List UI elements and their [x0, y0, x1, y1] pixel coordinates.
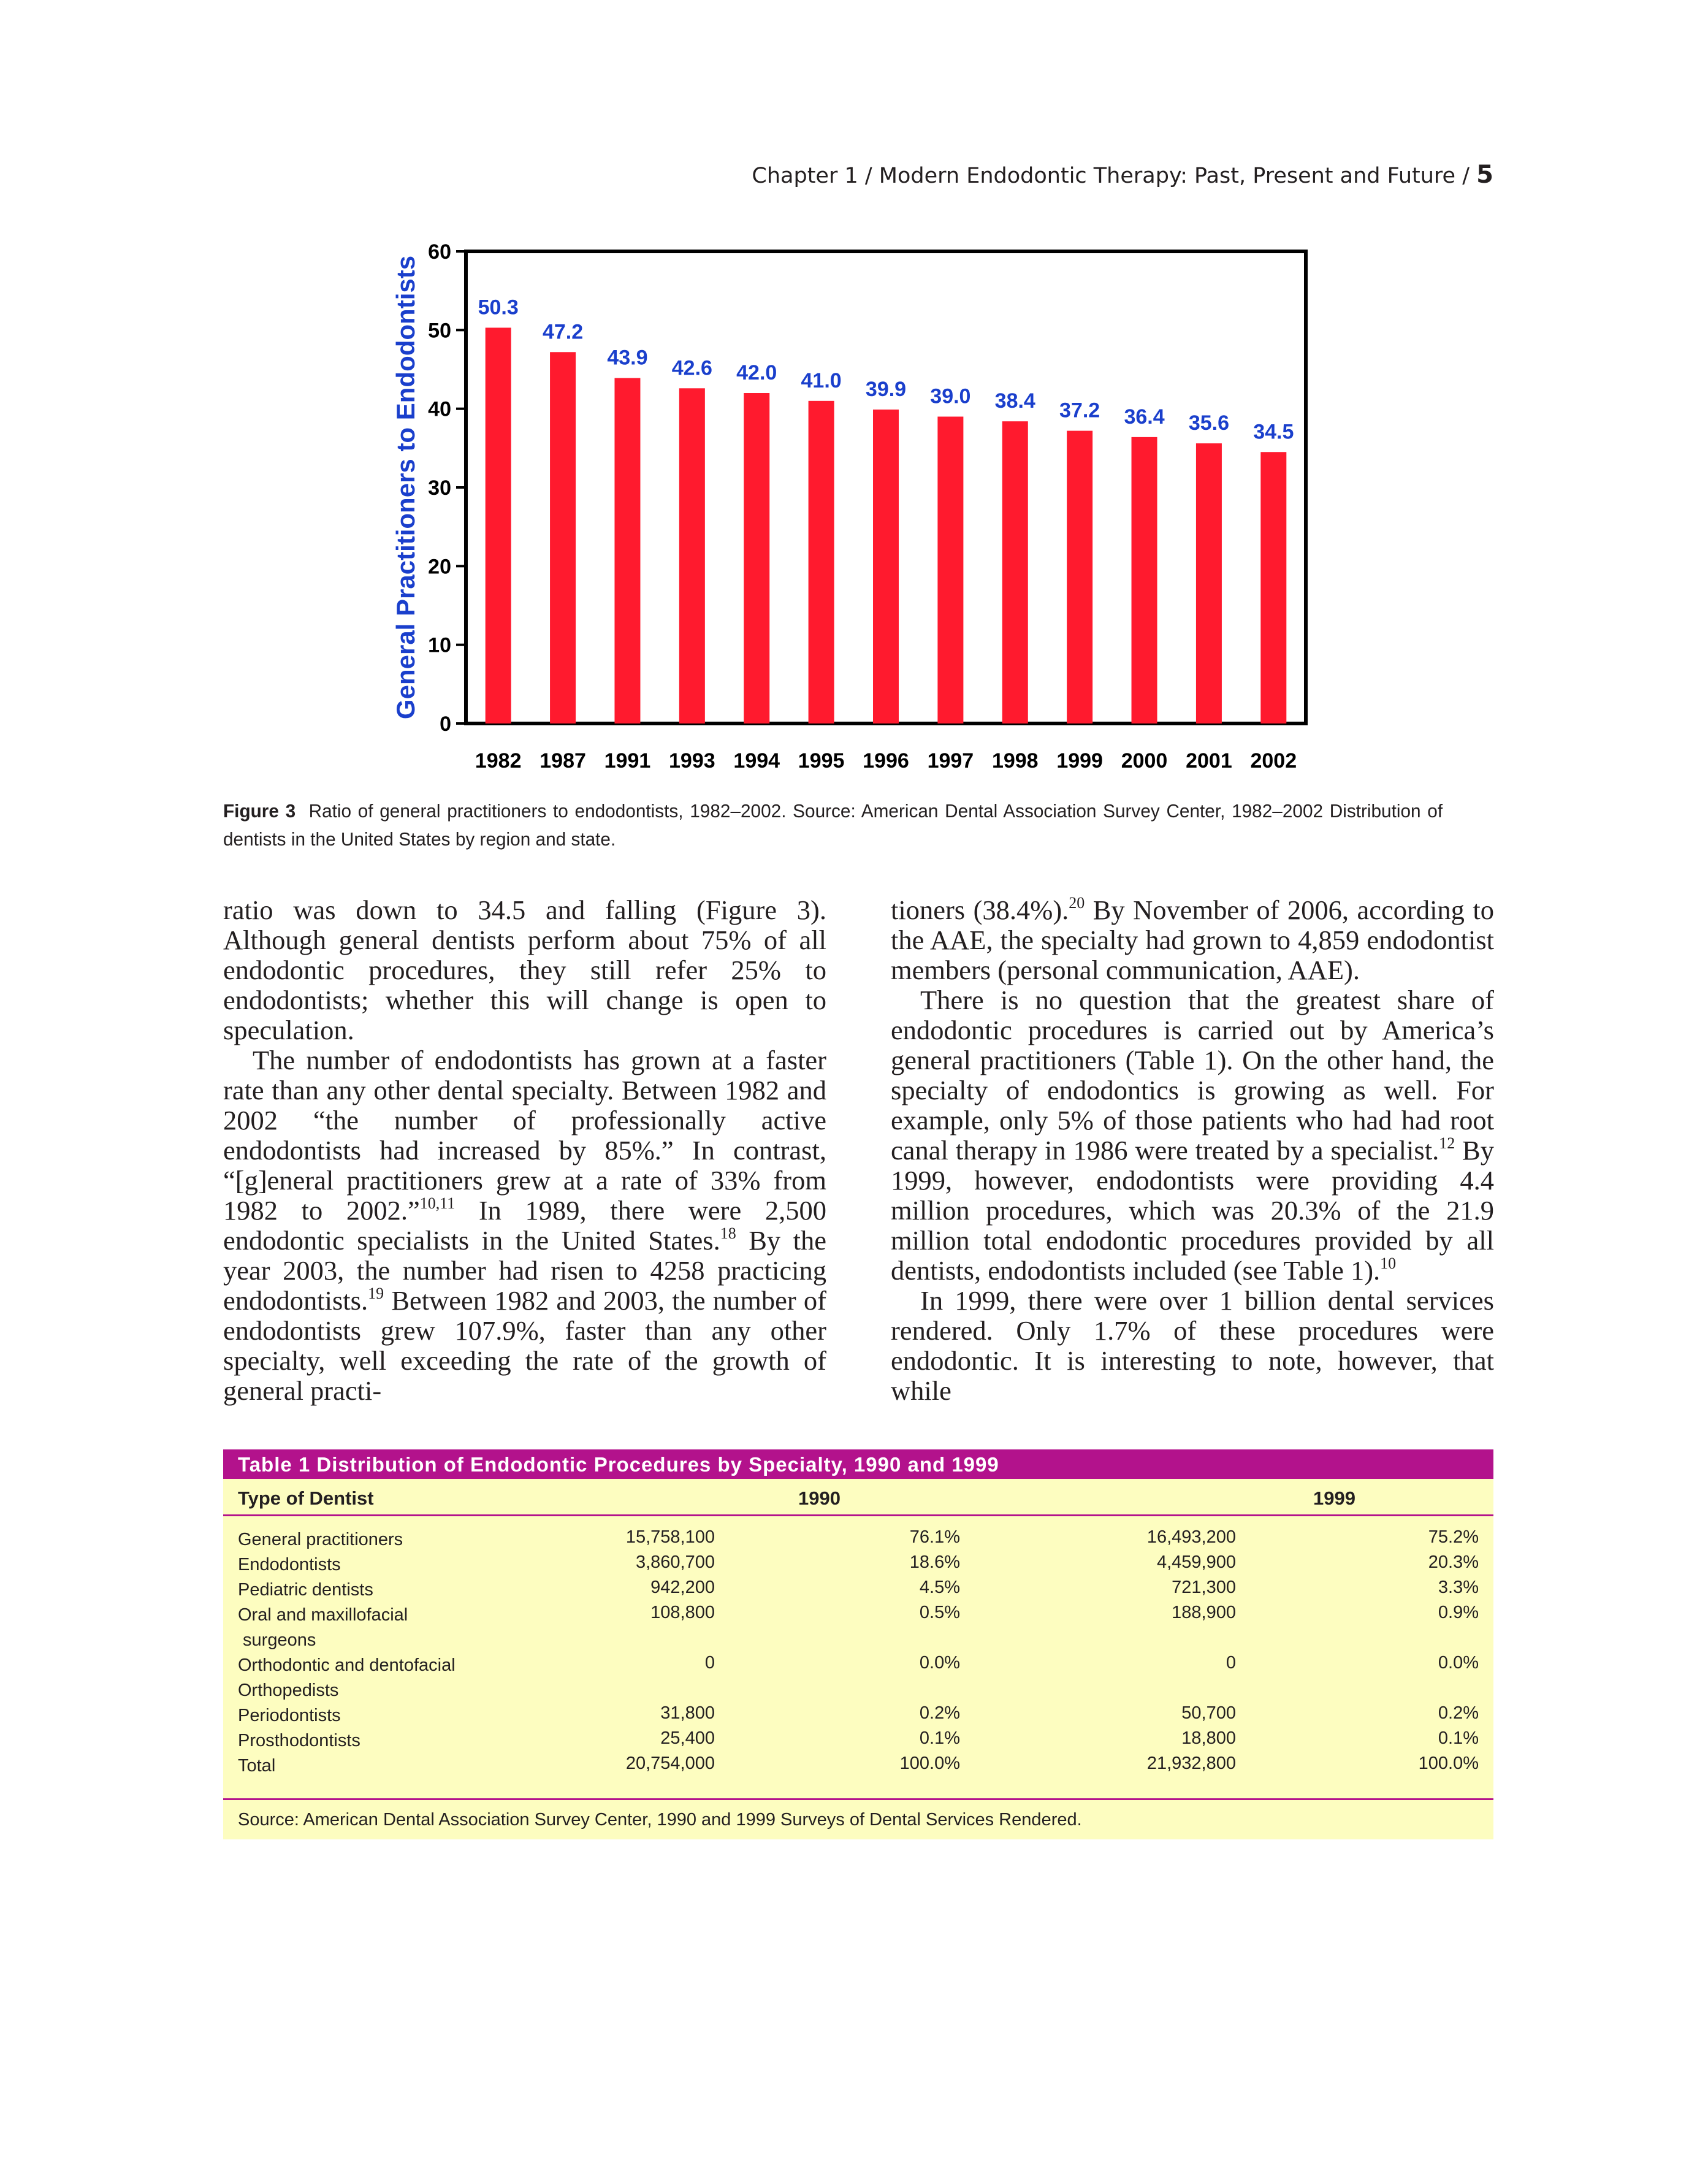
cell-count-1999: 0: [1226, 1653, 1236, 1673]
cell-count-1999: 21,932,800: [1146, 1754, 1236, 1773]
y-tick-label: 0: [440, 712, 451, 736]
table-1: [223, 1449, 1493, 1839]
cell-count-1999: 16,493,200: [1146, 1527, 1236, 1547]
data-label-2000: 36.4: [1124, 405, 1165, 429]
data-label-2001: 35.6: [1188, 411, 1230, 435]
body-column-right: [891, 895, 1494, 1406]
y-tick-label: 60: [428, 240, 451, 264]
header-year-1999: 1999: [1313, 1487, 1355, 1509]
cell-percent-1999: 3.3%: [1438, 1578, 1479, 1597]
bar-1993: [679, 388, 705, 723]
x-tick-label-1997: 1997: [927, 749, 974, 773]
cell-count-1990: 3,860,700: [635, 1552, 715, 1572]
y-tick-label: 50: [428, 319, 451, 343]
cell-count-1999: 188,900: [1172, 1603, 1236, 1622]
cell-count-1999: 721,300: [1172, 1578, 1236, 1597]
x-tick-label-1994: 1994: [733, 749, 780, 773]
cell-percent-1990: 100.0%: [899, 1754, 960, 1773]
x-tick-label-1991: 1991: [604, 749, 651, 773]
cell-percent-1990: 0.5%: [919, 1603, 960, 1622]
cell-percent-1999: 20.3%: [1428, 1552, 1479, 1572]
data-label-1994: 42.0: [736, 361, 777, 384]
data-label-1996: 39.9: [865, 377, 907, 401]
cell-type-of-dentist: Pediatric dentists: [238, 1580, 373, 1600]
table-header-row: [223, 1479, 1493, 1516]
x-tick-label-2001: 2001: [1186, 749, 1232, 773]
figure-caption: [223, 797, 1443, 853]
table-body: [223, 1516, 1493, 1798]
x-tick-label-1982: 1982: [475, 749, 522, 773]
body-column-left: [223, 895, 826, 1406]
cell-percent-1999: 0.1%: [1438, 1728, 1479, 1748]
cell-count-1990: 0: [704, 1653, 715, 1673]
citation-superscript: 20: [1069, 894, 1085, 912]
y-tick-label: 40: [428, 397, 451, 421]
citation-superscript: 10: [1380, 1254, 1397, 1272]
data-label-1991: 43.9: [607, 346, 648, 370]
cell-count-1990: 20,754,000: [625, 1754, 715, 1773]
x-tick-label-2000: 2000: [1121, 749, 1168, 773]
right-paragraph-3: In 1999, there were over 1 billion dental services rendered. Only 1.7% of these procedures were endodontic. It is interesting to note, however, that while: [891, 1285, 1494, 1406]
cell-percent-1999: 100.0%: [1418, 1754, 1479, 1773]
table-source: Source: American Dental Association Survey Center, 1990 and 1999 Surveys of Dental Services Rendered.: [223, 1798, 1493, 1839]
x-tick-label-2002: 2002: [1250, 749, 1297, 773]
right-paragraph-1: tioners (38.4%).$^{20}$ By November of 2006, according to the AAE, the specialty had grown to 4,859 endodontist members (personal communication, AAE).: [891, 894, 1494, 985]
bar-1987: [550, 352, 576, 723]
x-tick-label-1993: 1993: [669, 749, 715, 773]
x-tick-label-1998: 1998: [991, 749, 1039, 773]
header-year-1990: 1990: [798, 1487, 841, 1509]
data-label-1997: 39.0: [930, 384, 971, 408]
cell-percent-1999: 0.0%: [1438, 1653, 1479, 1673]
cell-percent-1999: 0.2%: [1438, 1703, 1479, 1723]
cell-percent-1990: 76.1%: [909, 1527, 960, 1547]
cell-percent-1990: 0.0%: [919, 1653, 960, 1673]
bar-2001: [1196, 443, 1222, 723]
cell-count-1999: 18,800: [1181, 1728, 1236, 1748]
running-head-text: Chapter 1 / Modern Endodontic Therapy: Past, Present and Future /: [752, 164, 1470, 188]
cell-count-1999: 50,700: [1181, 1703, 1236, 1723]
data-label-1998: 38.4: [994, 389, 1035, 413]
y-tick-label: 10: [428, 633, 451, 657]
running-head: [752, 161, 1493, 189]
bar-1998: [1002, 421, 1028, 723]
cell-count-1990: 15,758,100: [625, 1527, 715, 1547]
x-tick-label-1999: 1999: [1056, 749, 1103, 773]
cell-type-of-dentist: Oral and maxillofacial surgeons: [238, 1605, 408, 1650]
cell-percent-1990: 18.6%: [909, 1552, 960, 1572]
citation-superscript: 18: [720, 1224, 736, 1242]
cell-count-1990: 31,800: [660, 1703, 715, 1723]
cell-count-1990: 942,200: [650, 1578, 715, 1597]
x-tick-label-1995: 1995: [798, 749, 845, 773]
data-label-1982: 50.3: [478, 296, 519, 319]
bar-1982: [486, 327, 511, 723]
x-tick-label-1996: 1996: [863, 749, 909, 773]
data-label-1987: 47.2: [542, 320, 584, 344]
data-label-2002: 34.5: [1253, 420, 1294, 444]
figure-label: Figure 3: [223, 800, 296, 822]
left-paragraph-1: ratio was down to 34.5 and falling (Figure 3). Although general dentists perform about 75% of all endodontic procedures, they still refer 25% to endodontists; whether this will change is open to speculation.: [223, 895, 826, 1045]
cell-type-of-dentist: Endodontists: [238, 1555, 341, 1574]
citation-superscript: 12: [1439, 1134, 1455, 1152]
cell-percent-1990: 0.2%: [919, 1703, 960, 1723]
data-label-1999: 37.2: [1059, 399, 1100, 422]
citation-superscript: 19: [368, 1284, 384, 1302]
data-label-1993: 42.6: [671, 356, 712, 380]
bar-1996: [873, 410, 899, 723]
cell-type-of-dentist: General practitioners: [238, 1530, 403, 1549]
y-axis-label: General Practitioners to Endodontists: [391, 255, 420, 720]
bar-1999: [1067, 431, 1092, 723]
cell-count-1990: 108,800: [650, 1603, 715, 1622]
cell-count-1999: 4,459,900: [1156, 1552, 1236, 1572]
cell-count-1990: 25,400: [660, 1728, 715, 1748]
cell-type-of-dentist: Total: [238, 1756, 276, 1776]
cell-percent-1999: 75.2%: [1428, 1527, 1479, 1547]
cell-percent-1999: 0.9%: [1438, 1603, 1479, 1622]
x-tick-label-1987: 1987: [539, 749, 586, 773]
bar-2002: [1260, 452, 1286, 723]
right-paragraph-2: There is no question that the greatest share of endodontic procedures is carried out by America’s general practitioners (Table 1). On the other hand, the specialty of endodontics is growing as well. For example, only 5% of those patients who had had root canal therapy in 1986 were treated by a specialist.$^{12}$ By 1999, however, endodontists were providing 4.4 million procedures, which was 20.3% of the 21.9 million total endodontic procedures provided by all dentists, endodontists included (see Table 1).$^{10}$: [891, 985, 1494, 1286]
bar-chart: [386, 233, 1343, 785]
data-label-1995: 41.0: [801, 368, 842, 392]
cell-percent-1990: 4.5%: [919, 1578, 960, 1597]
bar-1995: [809, 401, 834, 723]
citation-superscript: 10,11: [419, 1194, 456, 1212]
y-tick-label: 20: [428, 555, 451, 579]
y-tick-label: 30: [428, 476, 451, 500]
bar-1994: [744, 393, 769, 723]
left-paragraph-2: The number of endodontists has grown at a faster rate than any other dental specialty. Between 1982 and 2002 “the number of professionally active endodontists had increased by 85%.” In contrast, “[g]eneral practitioners grew at a rate of 33% from 1982 to 2002.”$^{10,11}$ In 1989, there were 2,500 endodontic specialists in the United States.$^{18}$ By the year 2003, the number had risen to 4258 practicing endodontists.$^{19}$ Between 1982 and 2003, the number of endodontists grew 107.9%, faster than any other specialty, well exceeding the rate of the growth of general practi-: [223, 1045, 826, 1406]
table-title: Table 1 Distribution of Endodontic Procedures by Specialty, 1990 and 1999: [223, 1449, 1493, 1479]
cell-type-of-dentist: Prosthodontists: [238, 1731, 360, 1750]
bar-2000: [1132, 437, 1157, 723]
header-type-of-dentist: Type of Dentist: [238, 1487, 374, 1509]
cell-percent-1990: 0.1%: [919, 1728, 960, 1748]
figure-caption-text: Ratio of general practitioners to endodontists, 1982–2002. Source: American Dental Association Survey Center, 1982–2002 Distribution of dentists in the United States by region and state.: [223, 800, 1443, 850]
cell-type-of-dentist: Periodontists: [238, 1706, 341, 1725]
bar-1997: [937, 417, 963, 724]
page-number: 5: [1476, 161, 1493, 189]
bar-1991: [614, 378, 640, 723]
cell-type-of-dentist: Orthodontic and dentofacial Orthopedists: [238, 1655, 456, 1700]
